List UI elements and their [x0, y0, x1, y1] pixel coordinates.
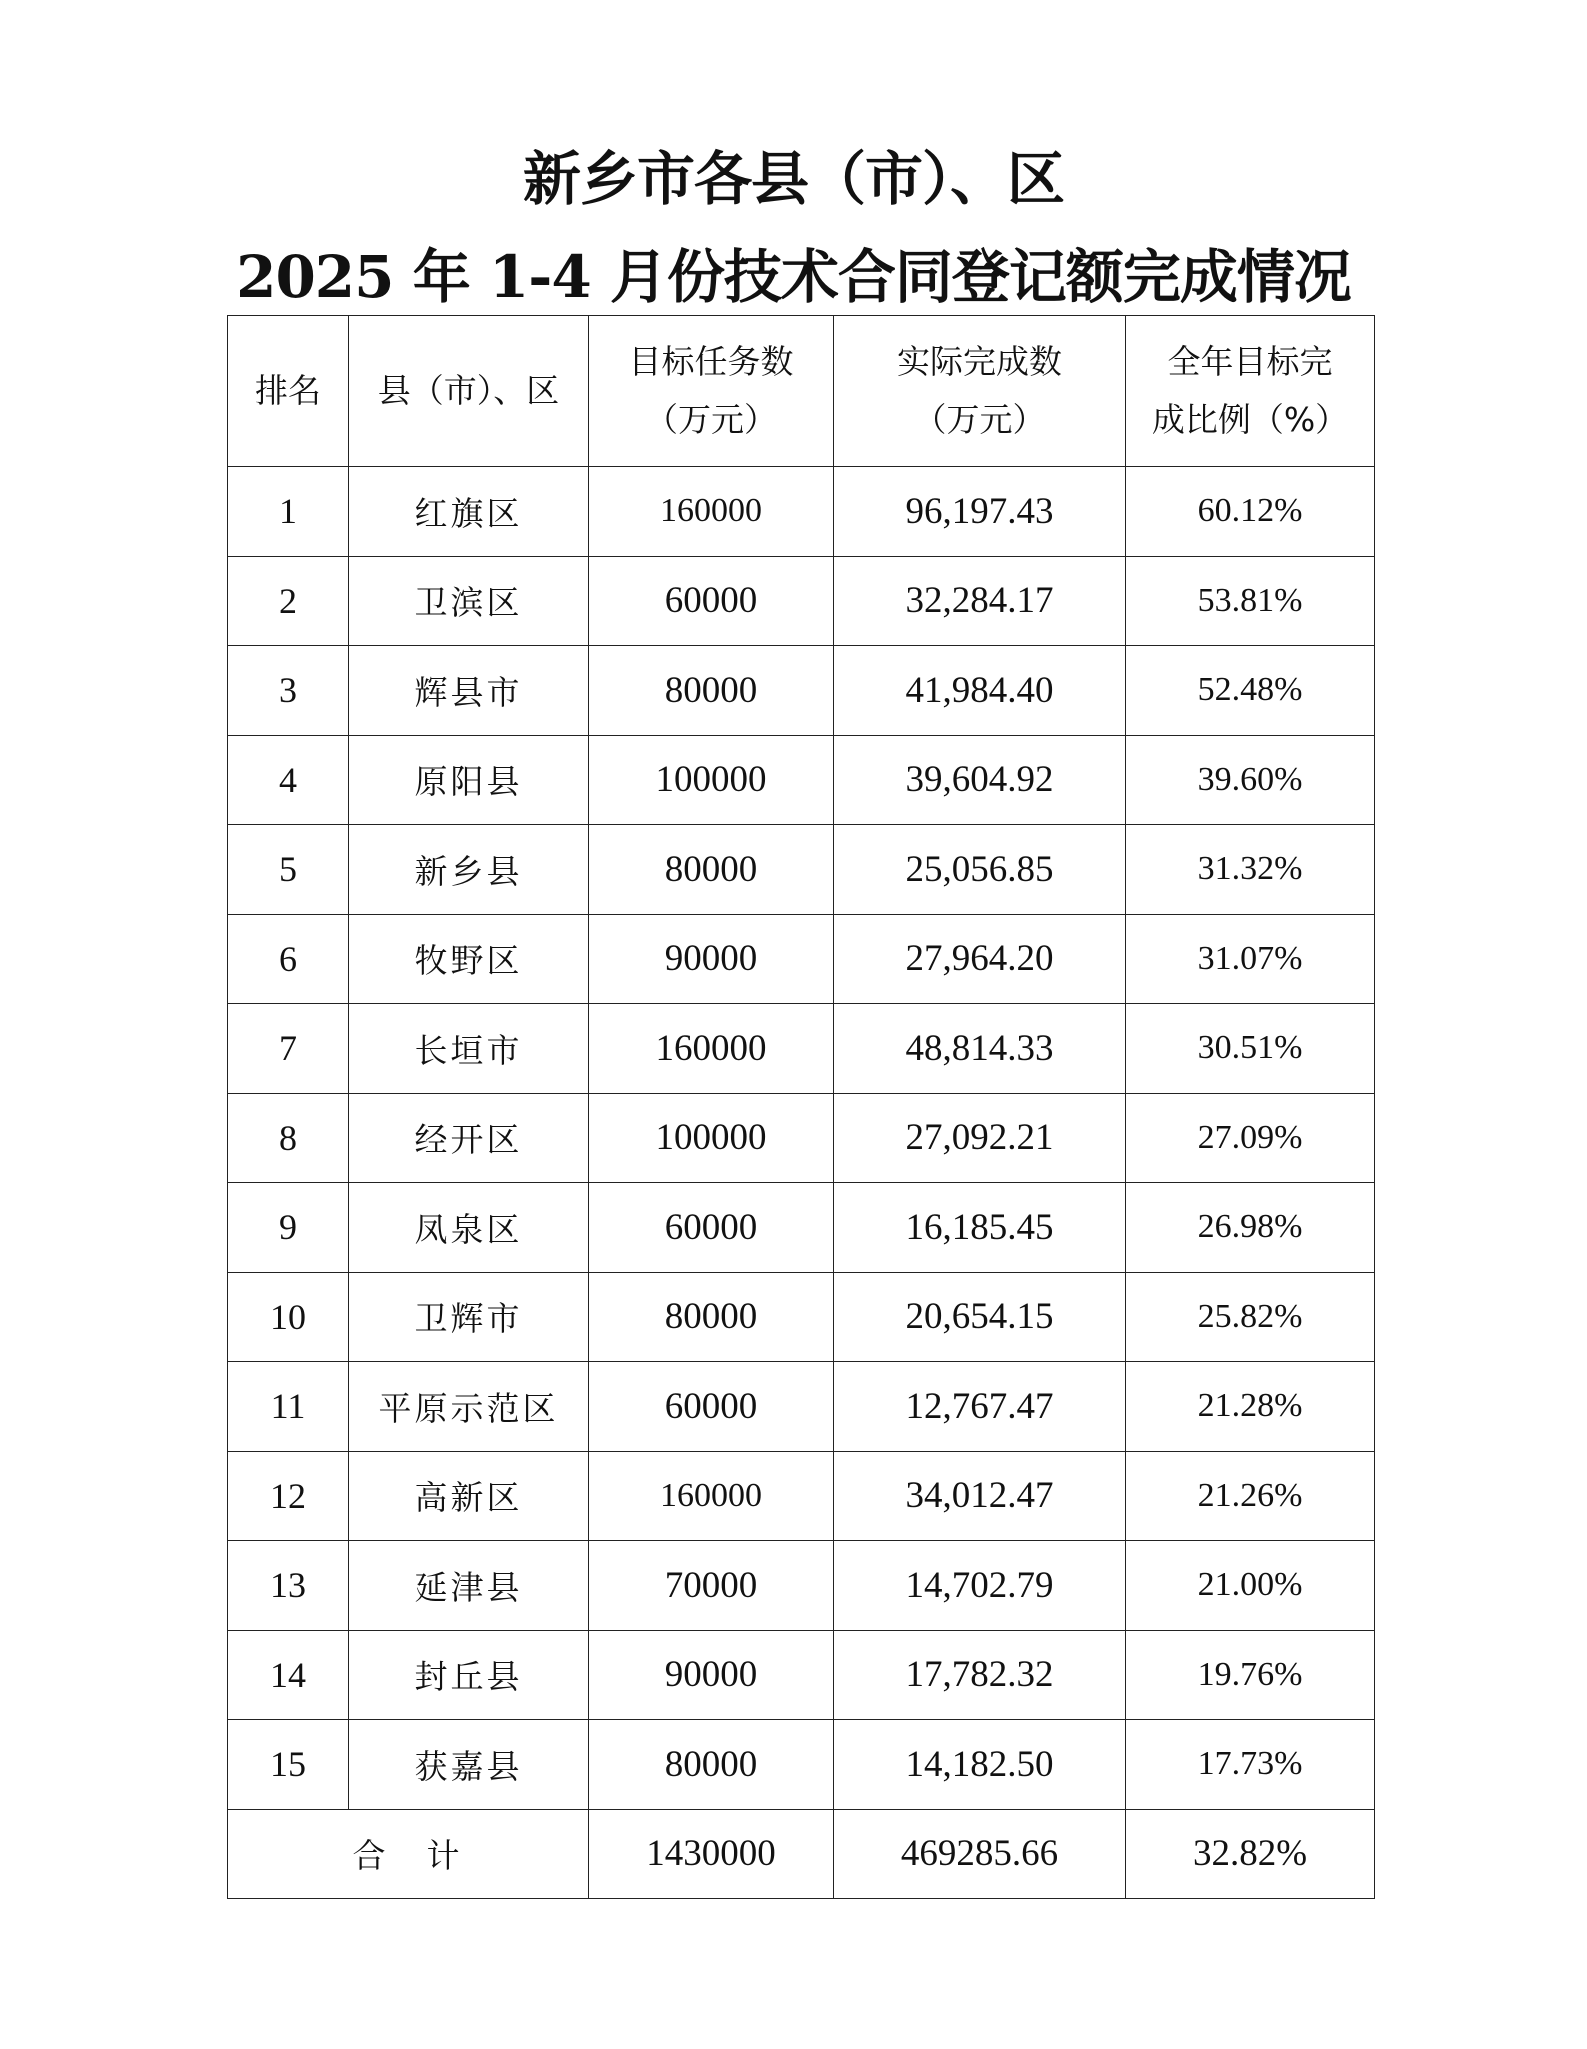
- ratio-cell: 17.73%: [1126, 1720, 1375, 1810]
- table-total-row: [228, 1809, 1375, 1899]
- target-cell: 70000: [589, 1541, 834, 1631]
- actual-cell: 14,182.50: [834, 1720, 1126, 1810]
- county-cell: 经开区: [349, 1093, 589, 1183]
- table-row: [228, 1183, 1375, 1273]
- rank-cell: 1: [228, 467, 349, 557]
- total-actual: 469285.66: [834, 1809, 1126, 1899]
- table-row: [228, 1720, 1375, 1810]
- page-title-line-1: 新乡市各县（市）、区: [522, 145, 1064, 213]
- target-cell: 160000: [589, 1451, 834, 1541]
- actual-cell: 39,604.92: [834, 735, 1126, 825]
- rank-cell: 2: [228, 556, 349, 646]
- ratio-cell: 30.51%: [1126, 1004, 1375, 1094]
- header-rank: 排名: [228, 316, 349, 467]
- header-target: [589, 316, 834, 467]
- table-row: [228, 467, 1375, 557]
- rank-cell: 6: [228, 914, 349, 1004]
- ratio-cell: 39.60%: [1126, 735, 1375, 825]
- page-title-line-2: 2025 年 1-4 月份技术合同登记额完成情况: [236, 243, 1351, 311]
- ratio-cell: 21.28%: [1126, 1362, 1375, 1452]
- header-actual-line-1: 实际完成数: [897, 342, 1062, 381]
- ratio-cell: 52.48%: [1126, 646, 1375, 736]
- actual-cell: 27,092.21: [834, 1093, 1126, 1183]
- ratio-cell: 31.32%: [1126, 825, 1375, 915]
- ratio-cell: 25.82%: [1126, 1272, 1375, 1362]
- actual-cell: 20,654.15: [834, 1272, 1126, 1362]
- target-cell: 60000: [589, 556, 834, 646]
- county-cell: 红旗区: [349, 467, 589, 557]
- rank-cell: 7: [228, 1004, 349, 1094]
- header-ratio-line-1: 全年目标完: [1167, 342, 1333, 381]
- table-row: [228, 735, 1375, 825]
- county-cell: 新乡县: [349, 825, 589, 915]
- table-row: [228, 1362, 1375, 1452]
- target-cell: 80000: [589, 646, 834, 736]
- actual-cell: 41,984.40: [834, 646, 1126, 736]
- ratio-cell: 26.98%: [1126, 1183, 1375, 1273]
- table-row: [228, 1541, 1375, 1631]
- table-row: [228, 646, 1375, 736]
- actual-cell: 14,702.79: [834, 1541, 1126, 1631]
- ratio-cell: 53.81%: [1126, 556, 1375, 646]
- target-cell: 60000: [589, 1362, 834, 1452]
- rank-cell: 10: [228, 1272, 349, 1362]
- ratio-cell: 31.07%: [1126, 914, 1375, 1004]
- ratio-cell: 60.12%: [1126, 467, 1375, 557]
- county-cell: 原阳县: [349, 735, 589, 825]
- table-row: [228, 1630, 1375, 1720]
- rank-cell: 3: [228, 646, 349, 736]
- ratio-cell: 27.09%: [1126, 1093, 1375, 1183]
- header-actual-line-2: （万元）: [913, 400, 1046, 439]
- header-ratio-line-2: 成比例（%）: [1151, 400, 1349, 439]
- header-actual: [834, 316, 1126, 467]
- header-ratio: [1126, 316, 1375, 467]
- target-cell: 80000: [589, 825, 834, 915]
- county-cell: 凤泉区: [349, 1183, 589, 1273]
- target-cell: 160000: [589, 467, 834, 557]
- county-cell: 平原示范区: [349, 1362, 589, 1452]
- table-row: [228, 914, 1375, 1004]
- target-cell: 100000: [589, 735, 834, 825]
- table-row: [228, 1093, 1375, 1183]
- total-label: 合 计: [228, 1809, 589, 1899]
- actual-cell: 32,284.17: [834, 556, 1126, 646]
- county-cell: 牧野区: [349, 914, 589, 1004]
- table-header-row: [228, 316, 1375, 467]
- actual-cell: 16,185.45: [834, 1183, 1126, 1273]
- actual-cell: 12,767.47: [834, 1362, 1126, 1452]
- county-cell: 封丘县: [349, 1630, 589, 1720]
- target-cell: 80000: [589, 1272, 834, 1362]
- county-cell: 高新区: [349, 1451, 589, 1541]
- target-cell: 100000: [589, 1093, 834, 1183]
- table-row: [228, 556, 1375, 646]
- header-county: 县（市）、区: [349, 316, 589, 467]
- actual-cell: 96,197.43: [834, 467, 1126, 557]
- rank-cell: 9: [228, 1183, 349, 1273]
- rank-cell: 4: [228, 735, 349, 825]
- target-cell: 60000: [589, 1183, 834, 1273]
- actual-cell: 27,964.20: [834, 914, 1126, 1004]
- table-row: [228, 825, 1375, 915]
- target-cell: 80000: [589, 1720, 834, 1810]
- rank-cell: 12: [228, 1451, 349, 1541]
- contract-registration-table: [227, 315, 1375, 1899]
- county-cell: 卫辉市: [349, 1272, 589, 1362]
- county-cell: 卫滨区: [349, 556, 589, 646]
- rank-cell: 13: [228, 1541, 349, 1631]
- total-target: 1430000: [589, 1809, 834, 1899]
- county-cell: 获嘉县: [349, 1720, 589, 1810]
- county-cell: 长垣市: [349, 1004, 589, 1094]
- table-row: [228, 1451, 1375, 1541]
- actual-cell: 48,814.33: [834, 1004, 1126, 1094]
- target-cell: 90000: [589, 1630, 834, 1720]
- rank-cell: 11: [228, 1362, 349, 1452]
- actual-cell: 25,056.85: [834, 825, 1126, 915]
- rank-cell: 5: [228, 825, 349, 915]
- county-cell: 延津县: [349, 1541, 589, 1631]
- county-cell: 辉县市: [349, 646, 589, 736]
- total-ratio: 32.82%: [1126, 1809, 1375, 1899]
- target-cell: 160000: [589, 1004, 834, 1094]
- actual-cell: 34,012.47: [834, 1451, 1126, 1541]
- header-target-line-1: 目标任务数: [628, 342, 794, 381]
- rank-cell: 15: [228, 1720, 349, 1810]
- rank-cell: 14: [228, 1630, 349, 1720]
- ratio-cell: 21.26%: [1126, 1451, 1375, 1541]
- rank-cell: 8: [228, 1093, 349, 1183]
- actual-cell: 17,782.32: [834, 1630, 1126, 1720]
- table-row: [228, 1272, 1375, 1362]
- header-target-line-2: （万元）: [645, 400, 777, 439]
- table-row: [228, 1004, 1375, 1094]
- ratio-cell: 19.76%: [1126, 1630, 1375, 1720]
- target-cell: 90000: [589, 914, 834, 1004]
- ratio-cell: 21.00%: [1126, 1541, 1375, 1631]
